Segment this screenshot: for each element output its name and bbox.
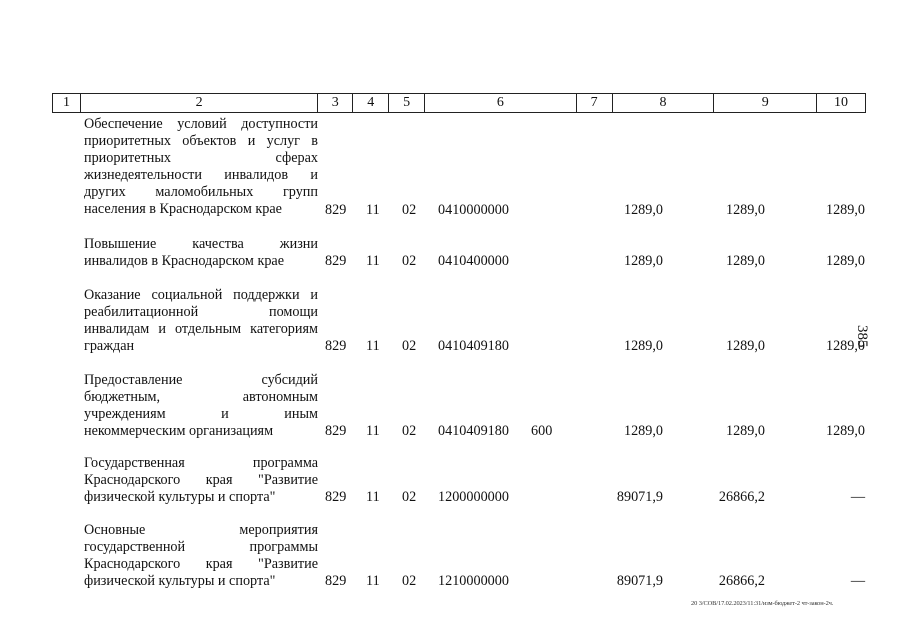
row-name: Обеспечение условий доступности приоритетных объектов и услуг в приоритетных сферах жизнедеятельности инвалидов и других маломобильных групп населения в Краснодарском крае — [84, 116, 318, 217]
header-col-2: 2 — [81, 94, 318, 112]
cell-c7: 600 — [531, 423, 553, 439]
cell-c4: 11 — [366, 253, 380, 269]
row-name: Основные мероприятия государственной программы Краснодарского края "Развитие физической культуры и спорта" — [84, 522, 318, 589]
cell-c9: 1289,0 — [725, 338, 765, 354]
header-col-10: 10 — [834, 95, 849, 110]
cell-c4: 11 — [366, 573, 380, 589]
cell-c5: 02 — [402, 253, 417, 269]
cell-c4: 11 — [366, 202, 380, 218]
document-footer: 20 3/СОВ/17.02.2023/11:31/изм-бюджет-2 чт-закон-2ч. — [691, 600, 834, 607]
row-name: Оказание социальной поддержки и реабилитационной помощи инвалидам и отдельным категориям граждан — [84, 287, 318, 354]
cell-c10: 1289,0 — [825, 338, 865, 354]
cell-c3: 829 — [325, 489, 347, 505]
cell-c8: 1289,0 — [623, 202, 663, 218]
cell-c4: 11 — [366, 423, 380, 439]
cell-c6: 1200000000 — [438, 489, 509, 505]
header-col-5: 5 — [389, 94, 425, 112]
cell-c8: 1289,0 — [623, 253, 663, 269]
cell-c10: — — [850, 573, 865, 589]
cell-c8: 1289,0 — [623, 423, 663, 439]
header-col-1: 1 — [53, 94, 81, 112]
row-name: Повышение качества жизни инвалидов в Краснодарском крае — [84, 236, 318, 269]
cell-c4: 11 — [366, 489, 380, 505]
cell-c9: 1289,0 — [725, 423, 765, 439]
header-col-4: 4 — [353, 94, 389, 112]
cell-c8: 89071,9 — [616, 573, 663, 589]
table-header — [52, 93, 866, 113]
cell-c3: 829 — [325, 573, 347, 589]
row-name: Государственная программа Краснодарского края "Развитие физической культуры и спорта" — [84, 455, 318, 505]
cell-c9: 26866,2 — [718, 489, 765, 505]
header-col-9: 9 — [714, 94, 817, 112]
cell-c6: 0410000000 — [438, 202, 509, 218]
cell-c4: 11 — [366, 338, 380, 354]
cell-c6: 0410409180 — [438, 338, 509, 354]
cell-c6: 1210000000 — [438, 573, 509, 589]
cell-c3: 829 — [325, 338, 347, 354]
cell-c10: — — [850, 489, 865, 505]
header-col-7: 7 — [577, 94, 613, 112]
cell-c5: 02 — [402, 338, 417, 354]
cell-c5: 02 — [402, 423, 417, 439]
cell-c10: 1289,0 — [825, 423, 865, 439]
cell-c5: 02 — [402, 202, 417, 218]
cell-c9: 1289,0 — [725, 202, 765, 218]
cell-c8: 89071,9 — [616, 489, 663, 505]
cell-c8: 1289,0 — [623, 338, 663, 354]
cell-c6: 0410400000 — [438, 253, 509, 269]
cell-c3: 829 — [325, 253, 347, 269]
cell-c5: 02 — [402, 489, 417, 505]
cell-c9: 26866,2 — [718, 573, 765, 589]
cell-c6: 0410409180 — [438, 423, 509, 439]
row-name: Предоставление субсидий бюджетным, автономным учреждениям и иным некоммерческим организациям — [84, 372, 318, 439]
page-number: 385 — [854, 325, 870, 348]
cell-c5: 02 — [402, 573, 417, 589]
cell-c9: 1289,0 — [725, 253, 765, 269]
cell-c10: 1289,0 — [825, 253, 865, 269]
cell-c3: 829 — [325, 423, 347, 439]
cell-c3: 829 — [325, 202, 347, 218]
header-col-8: 8 — [613, 94, 715, 112]
cell-c10: 1289,0 — [825, 202, 865, 218]
header-col-6: 6 — [425, 94, 577, 112]
header-col-3: 3 — [318, 94, 353, 112]
